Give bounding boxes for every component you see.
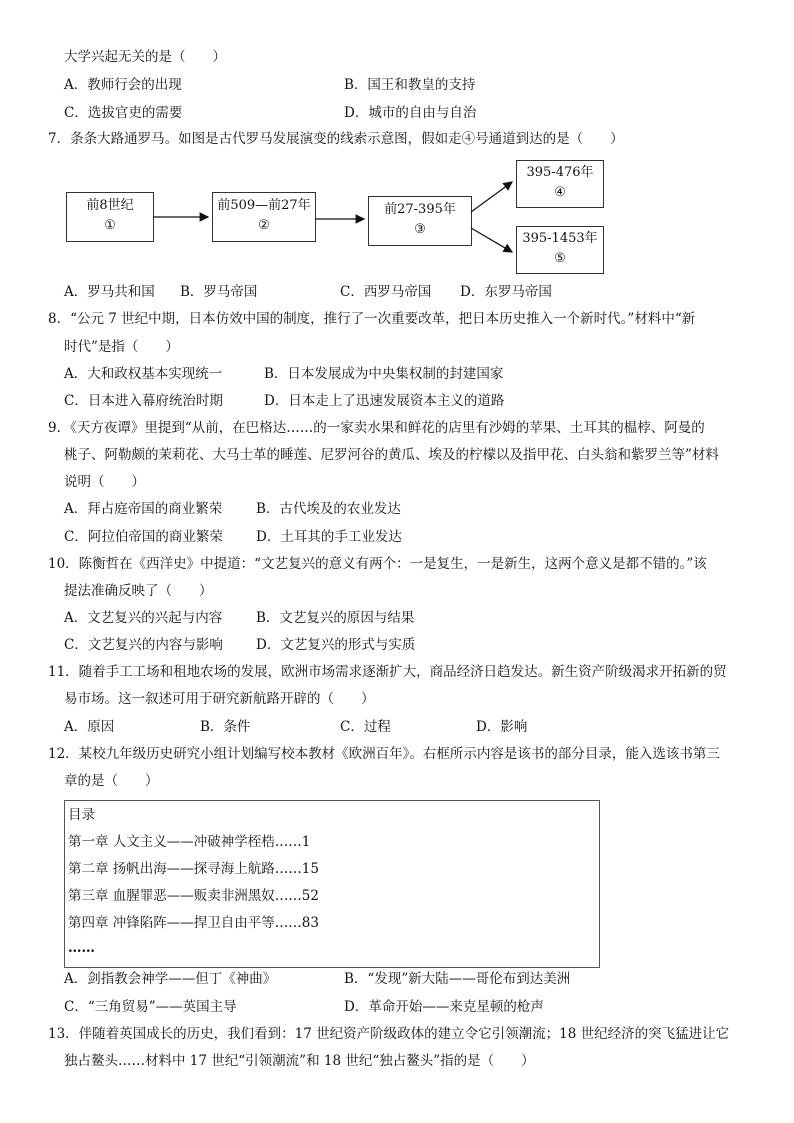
q8-option-a: A．大和政权基本实现统一 xyxy=(64,366,223,382)
q7-option-b: B．罗马帝国 xyxy=(180,284,258,300)
q8-stem-line2: 时代”是指（ ） xyxy=(64,339,179,355)
timeline-box-4-time: 395-476年 xyxy=(526,165,594,180)
q9-option-b: B．古代埃及的农业发达 xyxy=(256,501,401,517)
q10-stem-line1: 10．陈衡哲在《西洋史》中提道：“文艺复兴的意义有两个：一是复生，一是新生，这两个意义是都不错的。”该 xyxy=(48,556,707,572)
toc-chapter-3: 第三章 血腥罪恶——贩卖非洲黑奴……52 xyxy=(68,888,319,904)
q12-stem-line1: 12．某校九年级历史研究小组计划编写校本教材《欧洲百年》。右框所示内容是该书的部分目录，能入选该书第三 xyxy=(48,746,720,762)
q9-stem-line3: 说明（ ） xyxy=(64,474,145,490)
q10-option-b: B．文艺复兴的原因与结果 xyxy=(256,610,415,626)
q12-option-b: B．“发现”新大陆——哥伦布到达美洲 xyxy=(344,971,571,987)
q10-option-d: D．文艺复兴的形式与实质 xyxy=(256,637,416,653)
toc-ellipsis: …… xyxy=(68,940,95,956)
q7-option-a: A．罗马共和国 xyxy=(64,284,155,300)
q7-option-d: D．东罗马帝国 xyxy=(460,284,552,300)
q6-option-c: C．选拔官吏的需要 xyxy=(64,105,183,121)
timeline-box-5-time: 395-1453年 xyxy=(522,231,598,246)
q7-stem: 7．条条大路通罗马。如图是古代罗马发展演变的线索示意图，假如走④号通道到达的是（ ） xyxy=(48,131,624,147)
q11-stem-line1: 11．随着手工工场和租地农场的发展，欧洲市场需求逐渐扩大，商品经济日趋发达。新生资产阶级渴求开拓新的贸 xyxy=(48,664,727,680)
timeline-box-2-num: ② xyxy=(258,218,270,233)
q9-stem-line1: 9．《天方夜谭》里提到“从前，在巴格达……的一家卖水果和鲜花的店里有沙姆的苹果、土耳其的榅桲、阿曼的 xyxy=(48,420,705,436)
timeline-box-3-num: ③ xyxy=(414,222,426,237)
timeline-box-2-time: 前509—前27年 xyxy=(217,198,311,213)
q12-stem-line2: 章的是（ ） xyxy=(64,773,159,789)
q8-stem-line1: 8．“公元 7 世纪中期，日本仿效中国的制度，推行了一次重要改革，把日本历史推入一个新时代。”材料中“新 xyxy=(48,311,696,327)
timeline-box-4-num: ④ xyxy=(554,185,566,200)
q11-option-b: B．条件 xyxy=(200,719,251,735)
q12-option-a: A．剑指教会神学——但丁《神曲》 xyxy=(64,971,277,987)
q11-option-a: A．原因 xyxy=(64,719,115,735)
table-of-contents-box xyxy=(64,800,600,968)
q8-option-d: D．日本走上了迅速发展资本主义的道路 xyxy=(264,393,505,409)
toc-chapter-2: 第二章 扬帆出海——探寻海上航路……15 xyxy=(68,861,319,877)
q13-stem-line1: 13．伴随着英国成长的历史，我们看到：17 世纪资产阶级政体的建立令它引领潮流；18 世纪经济的突飞猛进让它 xyxy=(48,1026,730,1042)
q10-stem-line2: 提法准确反映了（ ） xyxy=(64,583,213,599)
q9-stem-line2: 桃子、阿勒颇的茉莉花、大马士革的睡莲、尼罗河谷的黄瓜、埃及的柠檬以及指甲花、白头翁和紫罗兰等”材料 xyxy=(64,447,719,463)
q13-stem-line2: 独占鳌头……材料中 17 世纪“引领潮流”和 18 世纪“独占鳌头”指的是（ ） xyxy=(64,1053,535,1069)
q9-option-a: A．拜占庭帝国的商业繁荣 xyxy=(64,501,223,517)
q6-option-a: A．教师行会的出现 xyxy=(64,77,182,93)
timeline-box-1-time: 前8世纪 xyxy=(86,198,134,213)
q7-option-c: C．西罗马帝国 xyxy=(340,284,432,300)
timeline-box-5-num: ⑤ xyxy=(554,251,566,266)
q11-option-d: D．影响 xyxy=(476,719,528,735)
timeline-box-3-time: 前27-395年 xyxy=(384,202,456,217)
q6-stem: 大学兴起无关的是（ ） xyxy=(64,49,226,65)
q8-option-c: C．日本进入幕府统治时期 xyxy=(64,393,223,409)
q6-option-d: D．城市的自由与自治 xyxy=(344,105,477,121)
toc-title: 目录 xyxy=(68,807,95,823)
q10-option-c: C．文艺复兴的内容与影响 xyxy=(64,637,223,653)
arrow-3-to-4 xyxy=(471,182,512,212)
toc-chapter-4: 第四章 冲锋陷阵——捍卫自由平等……83 xyxy=(68,915,319,931)
toc-chapter-1: 第一章 人文主义——冲破神学桎梏……1 xyxy=(68,834,311,850)
q8-option-b: B．日本发展成为中央集权制的封建国家 xyxy=(264,366,504,382)
q11-option-c: C．过程 xyxy=(340,719,391,735)
arrow-3-to-5 xyxy=(471,228,512,252)
q9-option-c: C．阿拉伯帝国的商业繁荣 xyxy=(64,529,223,545)
timeline-box-1-num: ① xyxy=(104,218,116,233)
q6-option-b: B．国王和教皇的支持 xyxy=(344,77,476,93)
q10-option-a: A．文艺复兴的兴起与内容 xyxy=(64,610,223,626)
q12-option-c: C．“三角贸易”——英国主导 xyxy=(64,999,237,1015)
timeline-arrows xyxy=(0,0,794,300)
q11-stem-line2: 易市场。这一叙述可用于研究新航路开辟的（ ） xyxy=(64,691,375,707)
q12-option-d: D．革命开始——来克星顿的枪声 xyxy=(344,999,544,1015)
q9-option-d: D．土耳其的手工业发达 xyxy=(256,529,402,545)
